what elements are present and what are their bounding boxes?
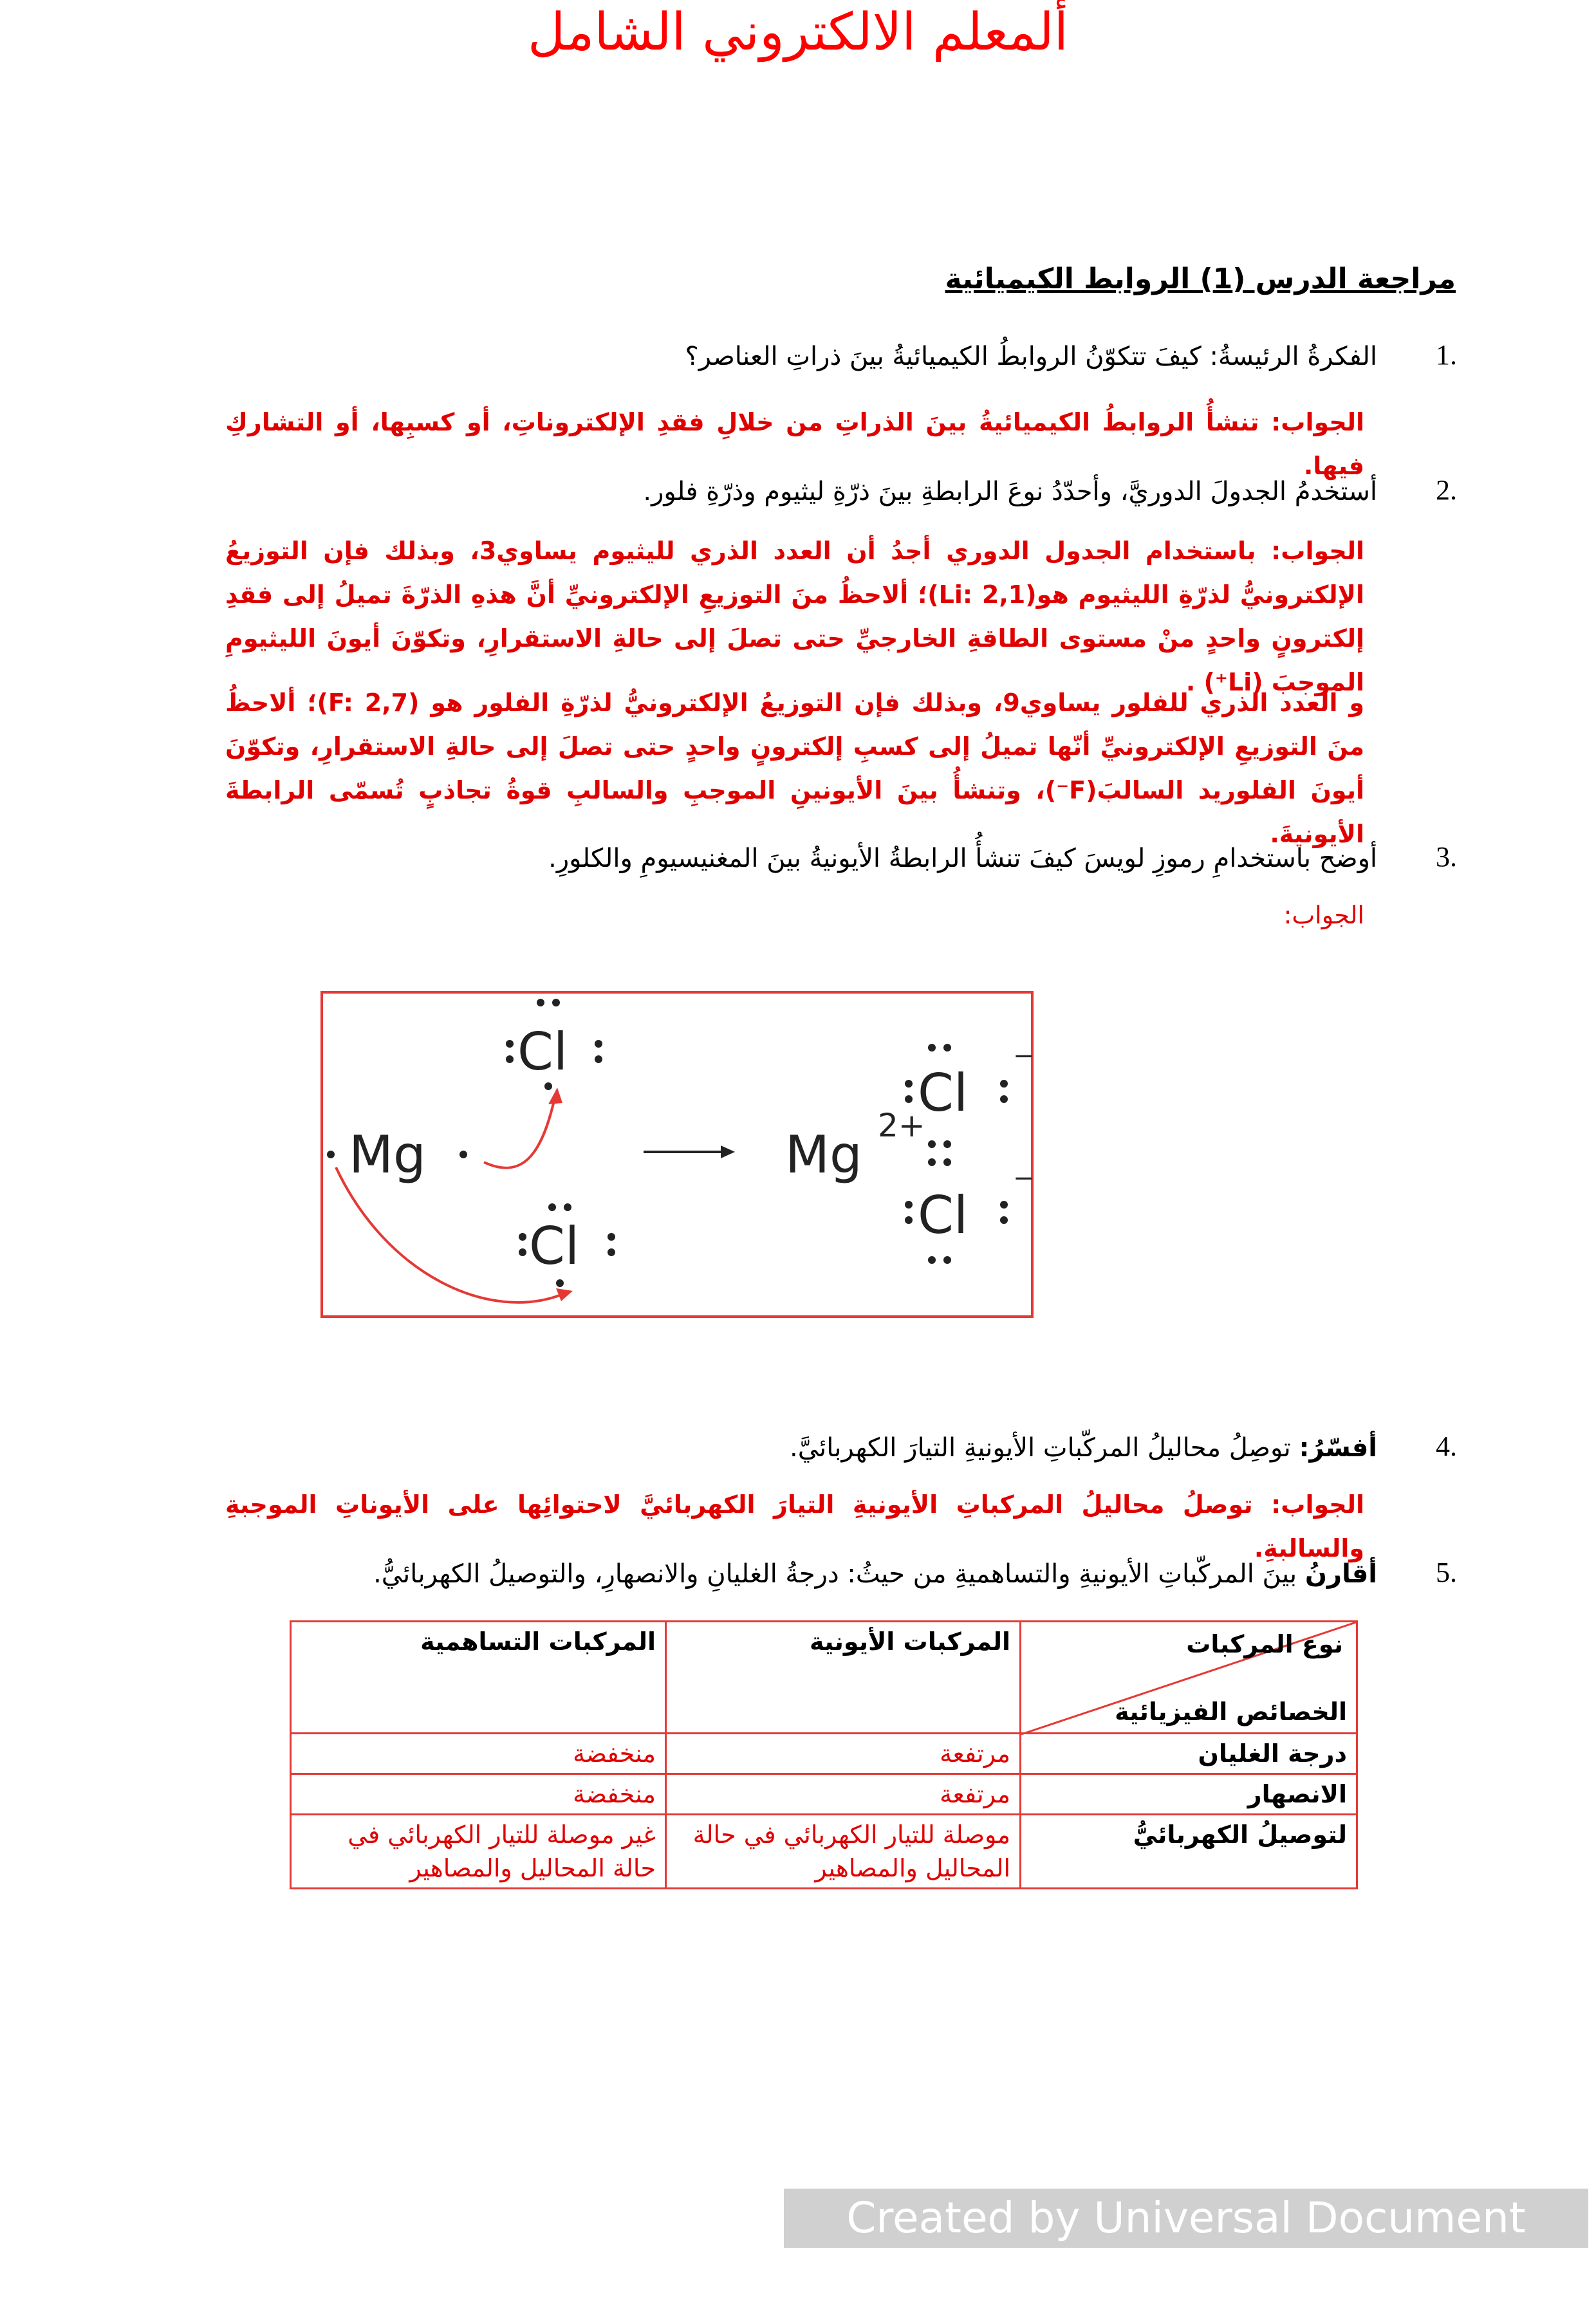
question-text [790, 1430, 1377, 1466]
electron-transfer-arrow [484, 1098, 555, 1168]
property-cell: لتوصيلُ الكهربائيُّ [1021, 1815, 1357, 1889]
section-heading: مراجعة الدرس (1) الروابط الكيميائية [945, 263, 1456, 295]
corner-top-label: نوع المركبات [1186, 1630, 1343, 1658]
ionic-cell: مرتفعة [666, 1774, 1021, 1815]
cl-charge: − [1013, 1163, 1035, 1193]
table-row [291, 1734, 1357, 1774]
cl-symbol: Cl [529, 1216, 580, 1276]
question-text: الفكرةُ الرئيسةُ: كيفَ تتكوّنُ الروابطُ الكيميائيةُ بينَ ذراتِ العناصر؟ [685, 342, 1377, 371]
mg-ion-symbol: Mg [785, 1125, 862, 1185]
cl-charge: − [1013, 1041, 1035, 1071]
electron-dot [459, 1151, 467, 1158]
question-text: أستخدمُ الجدولَ الدوريَّ، وأحدّدُ نوعَ الرابطةِ بينَ ذرّةِ ليثيوم وذرّةِ فلور. [643, 477, 1377, 506]
watermark-footer: Created by Universal Document Converter [784, 2189, 1588, 2248]
answer-label: الجواب: [1283, 901, 1364, 929]
ionic-cell: مرتفعة [666, 1734, 1021, 1774]
question-number: 2. [1436, 474, 1457, 506]
mg-charge: 2+ [878, 1107, 925, 1144]
corner-bottom-label: الخصائص الفيزيائية [1115, 1698, 1347, 1726]
table-row [291, 1774, 1357, 1815]
electron-dot [327, 1151, 335, 1158]
col-header-covalent: المركبات التساهمية [291, 1622, 666, 1734]
covalent-cell: منخفضة [291, 1774, 666, 1815]
question-text [373, 1556, 1377, 1592]
table-corner-cell [1021, 1622, 1357, 1734]
answer-text: و العدد الذري للفلور يساوي9، وبذلك فإن التوزيعُ الإلكترونيُّ لذرّةِ الفلور هو (F: 2,7)؛ ألاحظُ منَ التوزيعِ الإلكترونيِّ أنّها تميلُ إلى كسبِ إلكترونٍ واحدٍ حتى تصلَ إلى حالةِ الاستقرارِ، وتكوّنَ أيونَ الفلوريد السالبَ(F⁻)، وتنشأُ بينَ الأيونينِ الموجبِ والسالبِ قوةُ تجاذبٍ تُسمّى الرابطةَ الأيونيةَ. [225, 689, 1365, 848]
question-number: 4. [1436, 1431, 1457, 1462]
comparison-table [290, 1620, 1358, 1889]
question-number: 3. [1436, 841, 1457, 873]
answer-text: الجواب: توصلُ محاليلُ المركباتِ الأيونيةِ التيارَ الكهربائيَّ لاحتوائِها على الأيوناتِ الموجبةِ والسالبةِ. [225, 1490, 1364, 1562]
answer-text: الجواب: تنشأُ الروابطُ الكيميائيةُ بينَ الذراتِ من خلالِ فقدِ الإلكتروناتِ، أو كسبِها، أو التشاركِ فيها. [225, 408, 1364, 480]
cl-ion-symbol: Cl [918, 1185, 969, 1245]
mg-symbol: Mg [349, 1125, 426, 1185]
question-body: بينَ المركّباتِ الأيونيةِ والتساهميةِ من حيثُ: درجةُ الغليانِ والانصهارِ، والتوصيلُ الكهربائيُّ. [373, 1559, 1305, 1589]
col-header-ionic: المركبات الأيونية [666, 1622, 1021, 1734]
electron-transfer-arrow [336, 1167, 561, 1302]
lewis-diagram [320, 991, 1034, 1318]
question-number: 1. [1436, 339, 1457, 371]
cl-ion-symbol: Cl [918, 1063, 969, 1123]
page-title: ألمعلم الالكتروني الشامل [527, 2, 1069, 62]
covalent-cell: منخفضة [291, 1734, 666, 1774]
table-row [291, 1815, 1357, 1889]
question-body: توصِلُ محاليلُ المركّباتِ الأيونيةِ التيارَ الكهربائيَّ. [790, 1433, 1299, 1463]
ionic-cell: موصلة للتيار الكهربائي في حالة المحاليل والمصاهير [666, 1815, 1021, 1889]
question-text: أوضح باستخدامِ رموزِ لويسَ كيفَ تنشأُ الرابطةُ الأيونيةُ بينَ المغنيسيومِ والكلورِ. [548, 844, 1377, 873]
property-cell: درجة الغليان [1021, 1734, 1357, 1774]
lewis-diagram-svg [323, 994, 1035, 1315]
answer-text: الجواب: باستخدام الجدول الدوري أجدُ أن العدد الذري لليثيوم يساوي3، وبذلك فإن التوزيعُ الإلكترونيُّ لذرّةِ الليثيوم هو(Li: 2,1)؛ ألاحظُ منَ التوزيعِ الإلكترونيِّ أنَّ هذهِ الذرّةَ تميلُ إلى فقدِ إلكترونٍ واحدٍ منْ مستوى الطاقةِ الخارجيِّ حتى تصلَ إلى حالةِ الاستقرارِ، وتكوّنَ أيونَ الليثيومِ الموجبَ (Li⁺) . [225, 537, 1364, 696]
question-keyword: أقارنُ [1304, 1559, 1377, 1589]
question-number: 5. [1436, 1557, 1457, 1588]
table-header-row [291, 1622, 1357, 1734]
covalent-cell: غير موصلة للتيار الكهربائي في حالة المحاليل والمصاهير [291, 1815, 666, 1889]
cl-symbol: Cl [517, 1022, 568, 1082]
question-keyword: أفسّرُ: [1299, 1433, 1377, 1463]
property-cell: الانصهار [1021, 1774, 1357, 1815]
